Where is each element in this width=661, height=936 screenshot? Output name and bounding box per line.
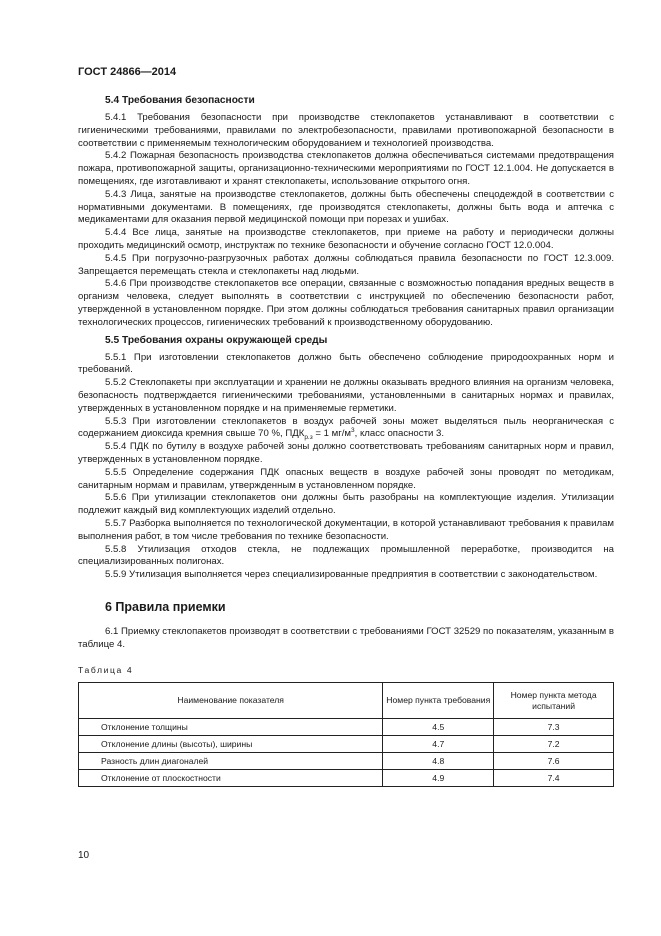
table-header-row: [79, 683, 614, 719]
cell-method: 7.2: [494, 736, 614, 753]
table-row: [79, 736, 614, 753]
paragraph-5-5-7: 5.5.7 Разборка выполняется по технологической документации, в которой устанавливают требования к правилам выполнения работ, в том числе требования по технике безопасности.: [78, 517, 614, 542]
cubic-superscript: 3: [351, 427, 355, 435]
paragraph-5-5-9: 5.5.9 Утилизация выполняется через специализированные предприятия в соответствии с законодательством.: [105, 569, 598, 581]
table-row: [79, 753, 614, 770]
section-5-4-title: 5.4 Требования безопасности: [105, 95, 255, 106]
paragraph-5-5-3-part-a: 5.5.3 При изготовлении стеклопакетов в воздух рабочей зоны может выделяться пыль неорганическая с содержанием диоксида кремния свыше 70 %, ПДК: [78, 415, 614, 440]
paragraph-5-5-3: [78, 416, 614, 442]
paragraph-5-4-5: 5.4.5 При погрузочно-разгрузочных работах должны соблюдаться правила безопасности по ГОСТ 12.3.009. Запрещается перемещать стекла и стеклопакеты над людьми.: [78, 252, 614, 277]
paragraph-5-5-2: 5.5.2 Стеклопакеты при эксплуатации и хранении не должны оказывать вредного влияния на организм человека, безопасность подтверждается гигиеническими требованиями, установленными в санитарных нормах и правилах, утвержденных в установленном порядке и на применяемые герметики.: [78, 377, 614, 414]
paragraph-5-4-2: 5.4.2 Пожарная безопасность производства стеклопакетов должна обеспечиваться системами предотвращения пожара, противопожарной защиты, организационно-техническими мероприятиями по ГОСТ 12.1.004. Не допускается в помещениях, где изготавливают и хранят стеклопакеты, использование открытого огня.: [78, 150, 614, 187]
cell-method: 7.3: [494, 719, 614, 736]
page-number: 10: [78, 850, 90, 861]
cell-requirement: 4.7: [383, 736, 494, 753]
section-5-5-title: 5.5 Требования охраны окружающей среды: [105, 334, 328, 346]
section-6-title: 6 Правила приемки: [105, 599, 226, 614]
paragraph-5-5-1: 5.5.1 При изготовлении стеклопакетов должно быть обеспечено соблюдение природоохранных норм и требований.: [78, 351, 614, 376]
header-test-method-clause: Номер пункта метода испытаний: [494, 683, 614, 719]
cell-indicator: Отклонение длины (высоты), ширины: [79, 736, 383, 753]
paragraph-5-5-8: 5.5.8 Утилизация отходов стекла, не подлежащих промышленной переработке, производится на специализированных полигонах.: [78, 543, 614, 568]
paragraph-5-5-4: 5.5.4 ПДК по бутилу в воздухе рабочей зоны должно соответствовать требованиям санитарных норм и правил, утвержденных в установленном порядке.: [78, 441, 614, 465]
paragraph-5-5-5: 5.5.5 Определение содержания ПДК опасных веществ в воздухе рабочей зоны проводят по методикам, санитарным нормам и правилам, утвержденным в установленном порядке.: [78, 466, 614, 491]
cell-indicator: Отклонение толщины: [79, 719, 383, 736]
paragraph-5-5-3-part-c: , класс опасности 3.: [354, 428, 444, 440]
page-content: [78, 94, 614, 787]
paragraph-5-5-6: 5.5.6 При утилизации стеклопакетов они должны быть разобраны на комплектующие изделия. Утилизации подлежит каждый вид комплектующих изделий отдельно.: [78, 492, 614, 517]
paragraph-5-4-1: 5.4.1 Требования безопасности при производстве стеклопакетов устанавливают в соответствии с гигиеническими требованиями, правилами по электробезопасности, правилами противопожарной безопасности в соответствии с применяемым технологическим оборудованием и технологией производства.: [78, 112, 614, 149]
cell-method: 7.6: [494, 753, 614, 770]
cell-indicator: Отклонение от плоскостности: [79, 770, 383, 787]
cell-requirement: 4.8: [383, 753, 494, 770]
paragraph-5-4-4: 5.4.4 Все лица, занятые на производстве стеклопакетов, при приеме на работу и периодически должны проходить медицинский осмотр, инструктаж по технике безопасности и обучение согласно ГОСТ 12.0.004.: [78, 227, 614, 251]
header-requirement-clause: Номер пункта требования: [383, 683, 494, 719]
document-header: ГОСТ 24866—2014: [78, 66, 177, 78]
paragraph-5-4-3: 5.4.3 Лица, занятые на производстве стеклопакетов, должны быть обеспечены спецодеждой в соответствии с нормативными документами. В помещениях, где производятся стеклопакеты, должны быть вода и аптечка с медикаментами для оказания первой медицинской помощи при порезах и ушибах.: [78, 188, 614, 226]
header-indicator-name: Наименование показателя: [79, 683, 383, 719]
cell-indicator: Разность длин диагоналей: [79, 753, 383, 770]
table-row: [79, 719, 614, 736]
paragraph-5-5-3-part-b: = 1 мг/м: [312, 428, 352, 440]
table-4: [78, 682, 614, 787]
cell-requirement: 4.5: [383, 719, 494, 736]
table-caption: Таблица 4: [78, 665, 134, 676]
table-row: [79, 770, 614, 787]
paragraph-5-4-6: 5.4.6 При производстве стеклопакетов все операции, связанные с возможностью попадания вредных веществ в организм человека, следует выполнять в соответствии с инструкцией по обеспечению безопасности работ, утвержденной в установленном порядке. При этом должны соблюдаться требования санитарных правил организации технологических процессов, гигиенических требований к производственному оборудованию.: [78, 278, 614, 328]
pdk-subscript: р.з: [304, 434, 313, 442]
paragraph-6-1: 6.1 Приемку стеклопакетов производят в соответствии с требованиями ГОСТ 32529 по показателям, указанным в таблице 4.: [78, 625, 614, 650]
cell-method: 7.4: [494, 770, 614, 787]
cell-requirement: 4.9: [383, 770, 494, 787]
